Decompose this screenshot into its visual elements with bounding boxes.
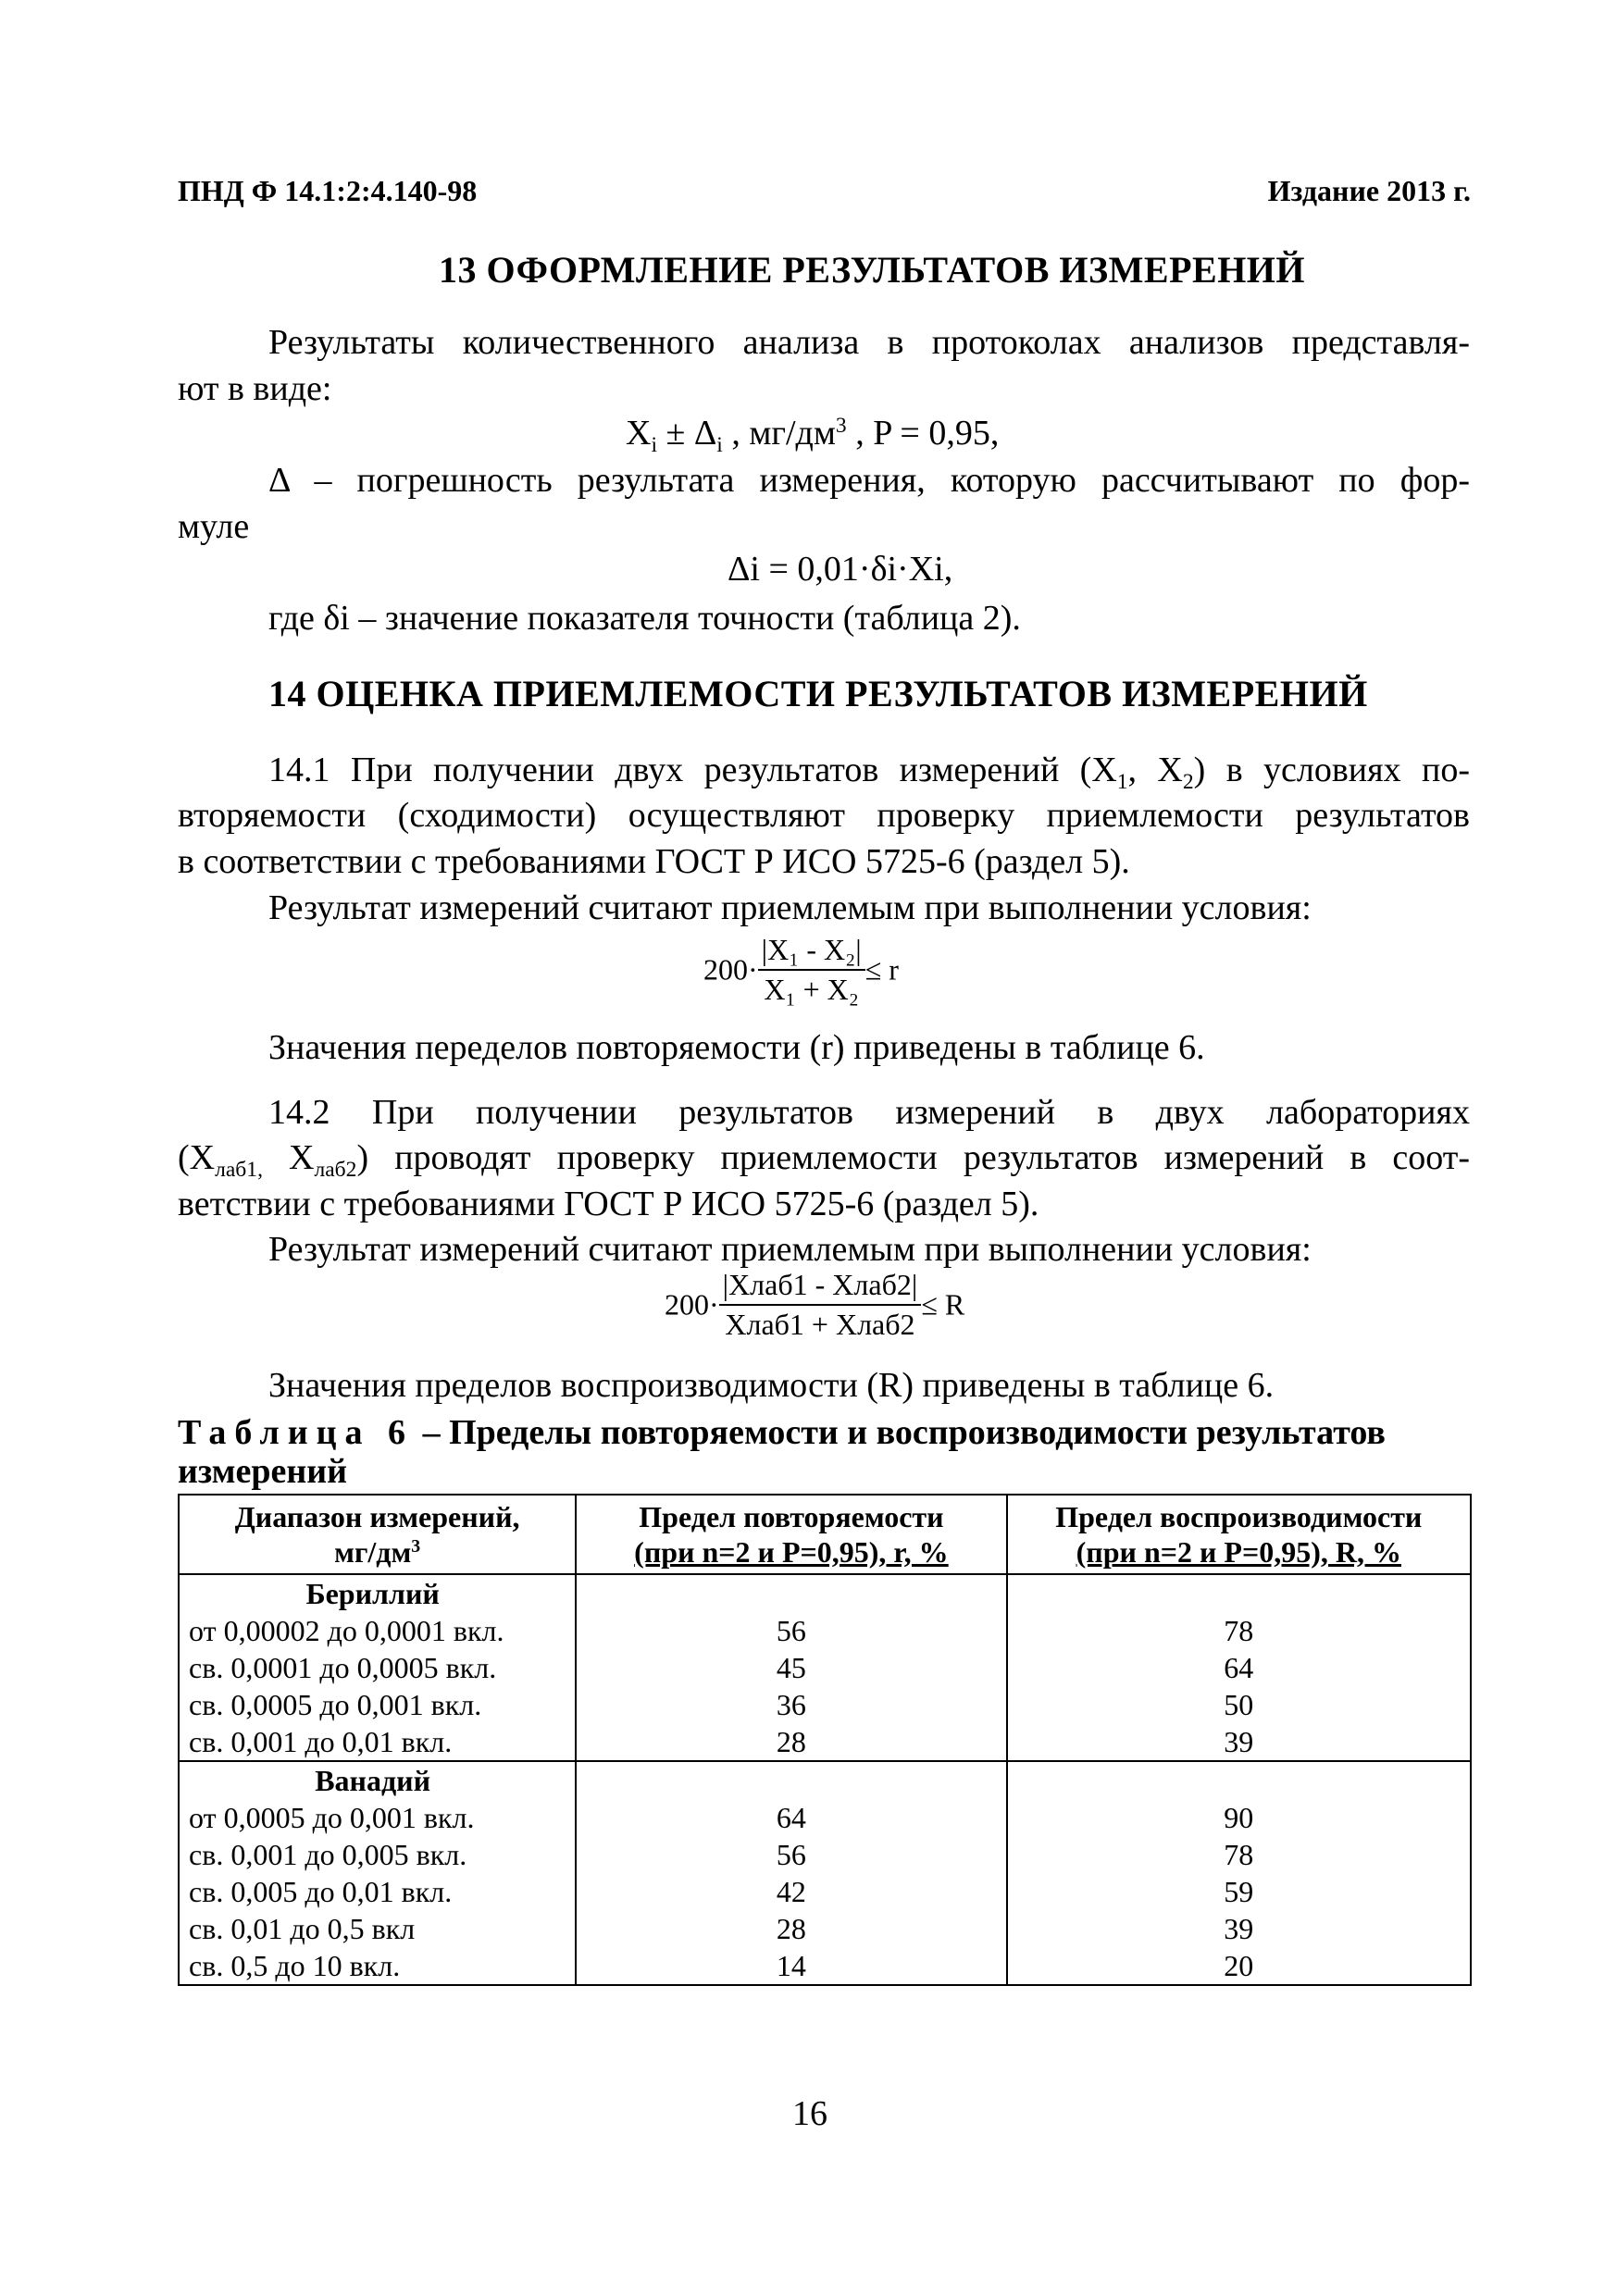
- s14-2-line-1: 14.2 При получении результатов измерений в двух лабораториях: [268, 1093, 1470, 1132]
- s14-1-line-2: вторяемости (сходимости) осуществляют проверку приемлемости результатов: [178, 796, 1470, 835]
- formula-result-notation: $X_i \pm \Delta_i$ , $мг/дм^3$ , P = 0,95,: [626, 414, 1000, 458]
- s13-paragraph-2-line-1: Δ – погрешность результата измерения, которую рассчитывают по фор-: [268, 461, 1470, 500]
- formula-delta: Δi = 0,01·δi·Xi,: [728, 550, 953, 589]
- f1-denominator: X₁ + X₂: [764, 973, 859, 1006]
- group-row-beryllium: Бериллий: [179, 1574, 1471, 1612]
- s13-paragraph-1-line-2: ют в виде:: [178, 369, 332, 408]
- s14-1-line-3: в соответствии с требованиями ГОСТ Р ИСО 5725-6 (раздел 5).: [178, 842, 1130, 881]
- section-14-title: 14 ОЦЕНКА ПРИЕМЛЕМОСТИ РЕЗУЛЬТАТОВ ИЗМЕРЕНИЙ: [268, 673, 1368, 714]
- f1-numerator: |X₁ - X₂|: [758, 933, 865, 971]
- s13-paragraph-1-line-1: Результаты количественного анализа в протоколах анализов представля-: [268, 323, 1470, 362]
- table-6-caption: Таблица 6 – Пределы повторяемости и воспроизводимости результатов: [178, 1413, 1386, 1452]
- s14-2-line-2: ($X_{лаб1,}$ $X_{лаб2}$) проводят проверку приемлемости результатов измерений в соот-: [178, 1138, 1470, 1183]
- table-row: св. 0,001 до 0,01 вкл. 28 39: [179, 1723, 1471, 1761]
- values-R-note: Значения пределов воспроизводимости (R) приведены в таблице 6.: [268, 1366, 1275, 1405]
- section-13-title: 13 ОФОРМЛЕНИЕ РЕЗУЛЬТАТОВ ИЗМЕРЕНИЙ: [439, 249, 1306, 291]
- table-6: [178, 1494, 1472, 1986]
- col-header-repeatability: Предел повторяемости (при n=2 и P=0,95), r, %: [576, 1495, 1006, 1574]
- table-row: св. 0,0001 до 0,0005 вкл. 45 64: [179, 1649, 1471, 1686]
- doc-code: ПНД Ф 14.1:2:4.140-98: [178, 174, 478, 207]
- group-row-vanadium: Ванадий: [179, 1761, 1471, 1799]
- table-6-caption-line-2: измерений: [178, 1452, 348, 1491]
- table-header-row: [179, 1495, 1471, 1574]
- f2-numerator: |Xлаб1 - Xлаб2|: [719, 1268, 922, 1306]
- acceptance-condition-2: Результат измерений считают приемлемым при выполнении условия:: [268, 1230, 1312, 1269]
- edition: Издание 2013 г.: [1267, 174, 1471, 207]
- page-number: 16: [792, 2094, 827, 2133]
- f2-denominator: Xлаб1 + Xлаб2: [725, 1308, 915, 1341]
- s14-1-line-1: 14.1 При получении двух результатов измерений ($X_1$, $X_2$) в условиях по-: [268, 751, 1470, 795]
- values-r-note: Значения переделов повторяемости (r) приведены в таблице 6.: [268, 1028, 1205, 1067]
- s13-paragraph-3: где δi – значение показателя точности (таблица 2).: [268, 599, 1021, 638]
- table-row: св. 0,001 до 0,005 вкл. 56 78: [179, 1836, 1471, 1873]
- table-row: от 0,0005 до 0,001 вкл. 64 90: [179, 1799, 1471, 1836]
- table-row: св. 0,5 до 10 вкл. 14 20: [179, 1947, 1471, 1985]
- acceptance-condition-1: Результат измерений считают приемлемым при выполнении условия:: [268, 888, 1312, 927]
- table-row: от 0,00002 до 0,0001 вкл. 56 78: [179, 1612, 1471, 1649]
- table-row: св. 0,005 до 0,01 вкл. 42 59: [179, 1873, 1471, 1910]
- formula-reproducibility: 200· $\frac{\text{|Xлаб1 - Xлаб2|}}{\text{Xлаб1 + Xлаб2}}$ ≤ R: [665, 1268, 965, 1341]
- col-header-range: Диапазон измерений, $мг/дм^3$: [179, 1495, 576, 1574]
- s14-2-line-3: ветствии с требованиями ГОСТ Р ИСО 5725-6 (раздел 5).: [178, 1185, 1039, 1223]
- table-row: св. 0,01 до 0,5 вкл 28 39: [179, 1910, 1471, 1947]
- table-row: св. 0,0005 до 0,001 вкл. 36 50: [179, 1686, 1471, 1723]
- formula-repeatability: 200· $\frac{\text{|X₁ - X₂|}}{\text{X₁ + X₂}}$ ≤ r: [703, 933, 899, 1006]
- col-header-reproducibility: Предел воспроизводимости (при n=2 и P=0,95), R, %: [1007, 1495, 1471, 1574]
- s13-paragraph-2-line-2: муле: [178, 507, 250, 546]
